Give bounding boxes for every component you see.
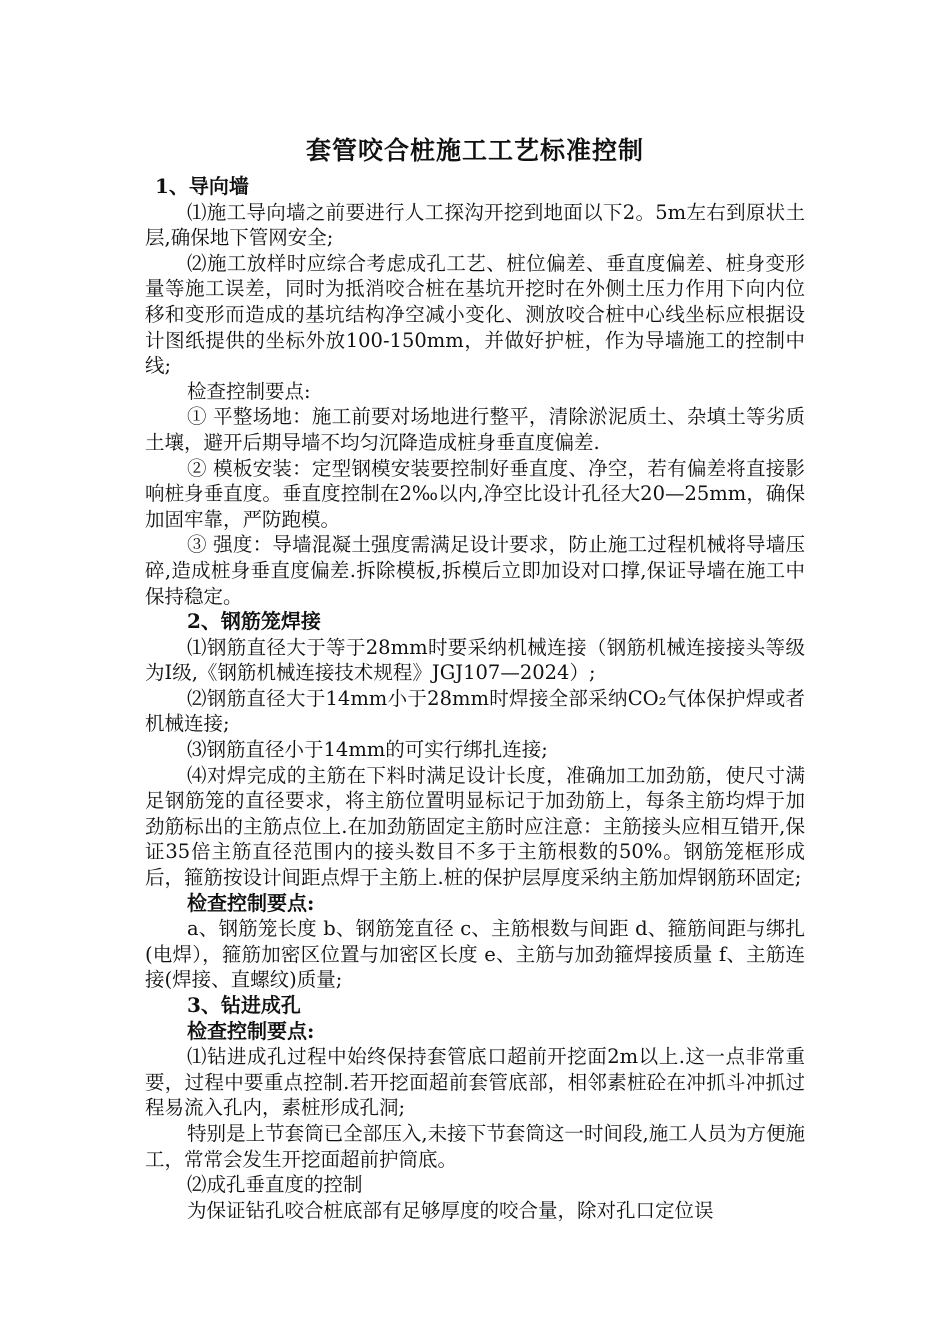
section-heading: 1、导向墙	[155, 174, 249, 198]
body-paragraph: ⑴钢筋直径大于等于28mm时要采纳机械连接（钢筋机械连接接头等级为Ⅰ级,《钢筋机械连接技术规程》JGJ107—2024）;	[145, 635, 805, 685]
body-paragraph: 为保证钻孔咬合桩底部有足够厚度的咬合量，除对孔口定位误	[187, 1198, 714, 1222]
body-paragraph: ⑵钢筋直径大于14mm小于28mm时焊接全部采纳CO₂气体保护焊或者机械连接;	[145, 686, 805, 736]
document-title: 套管咬合桩施工工艺标准控制	[305, 136, 644, 165]
body-paragraph: ⑴钻进成孔过程中始终保持套管底口超前开挖面2m以上.这一点非常重要，过程中要重点控制.若开挖面超前套管底部，相邻素桩砼在冲抓斗冲抓过程易流入孔内，素桩形成孔洞;	[145, 1045, 805, 1120]
body-paragraph: ③ 强度：导墙混凝土强度需满足设计要求，防止施工过程机械将导墙压碎,造成桩身垂直度偏差.拆除模板,拆模后立即加设对口撑,保证导墙在施工中保持稳定。	[145, 533, 805, 608]
section-heading: 检查控制要点:	[187, 890, 315, 915]
body-paragraph: ⑵施工放样时应综合考虑成孔工艺、桩位偏差、垂直度偏差、桩身变形量等施工误差，同时为抵消咬合桩在基坑开挖时在外侧土压力作用下向内位移和变形而造成的基坑结构净空减小变化、测放咬合桩中心线坐标应根据设计图纸提供的坐标外放100-150mm，并做好护桩，作为导墙施工的控制中线;	[145, 251, 805, 378]
section-heading: 3、钻进成孔	[187, 993, 301, 1017]
section-heading: 检查控制要点:	[187, 1018, 315, 1043]
body-paragraph: 特别是上节套筒已全部压入,未接下节套筒这一时间段,施工人员为方便施工，常常会发生开挖面超前护筒底。	[145, 1121, 805, 1171]
body-paragraph: ② 模板安装：定型钢模安装要控制好垂直度、净空，若有偏差将直接影响桩身垂直度。垂直度控制在2‰以内,净空比设计孔径大20—25mm，确保加固牢靠，严防跑模。	[145, 456, 805, 531]
document-body	[145, 174, 805, 1223]
body-paragraph: a、钢筋笼长度 b、钢筋笼直径 c、主筋根数与间距 d、箍筋间距与绑扎(电焊），箍筋加密区位置与加密区长度 e、主筋与加劲箍焊接质量 f、主筋连接(焊接、直螺纹)质量;	[145, 917, 805, 992]
body-paragraph: 检查控制要点:	[187, 379, 311, 403]
body-paragraph: ⑷对焊完成的主筋在下料时满足设计长度，准确加工加劲筋，使尺寸满足钢筋笼的直径要求，将主筋位置明显标记于加劲筋上，每条主筋均焊于加劲筋标出的主筋点位上.在加劲筋固定主筋时应注意：主筋接头应相互错开,保证35倍主筋直径范围内的接头数目不多于主筋根数的50%。钢筋笼框形成后，箍筋按设计间距点焊于主筋上.桩的保护层厚度采纳主筋加焊钢筋环固定;	[145, 763, 805, 890]
body-paragraph: ⑴施工导向墙之前要进行人工探沟开挖到地面以下2。5m左右到原状土层,确保地下管网安全;	[145, 200, 805, 250]
section-heading: 2、钢筋笼焊接	[187, 609, 321, 634]
body-paragraph: ⑵成孔垂直度的控制	[187, 1173, 363, 1197]
body-paragraph: ① 平整场地：施工前要对场地进行整平，清除淤泥质土、杂填土等劣质土壤，避开后期导墙不均匀沉降造成桩身垂直度偏差.	[145, 405, 805, 454]
body-paragraph: ⑶钢筋直径小于14mm的可实行绑扎连接;	[187, 738, 548, 762]
